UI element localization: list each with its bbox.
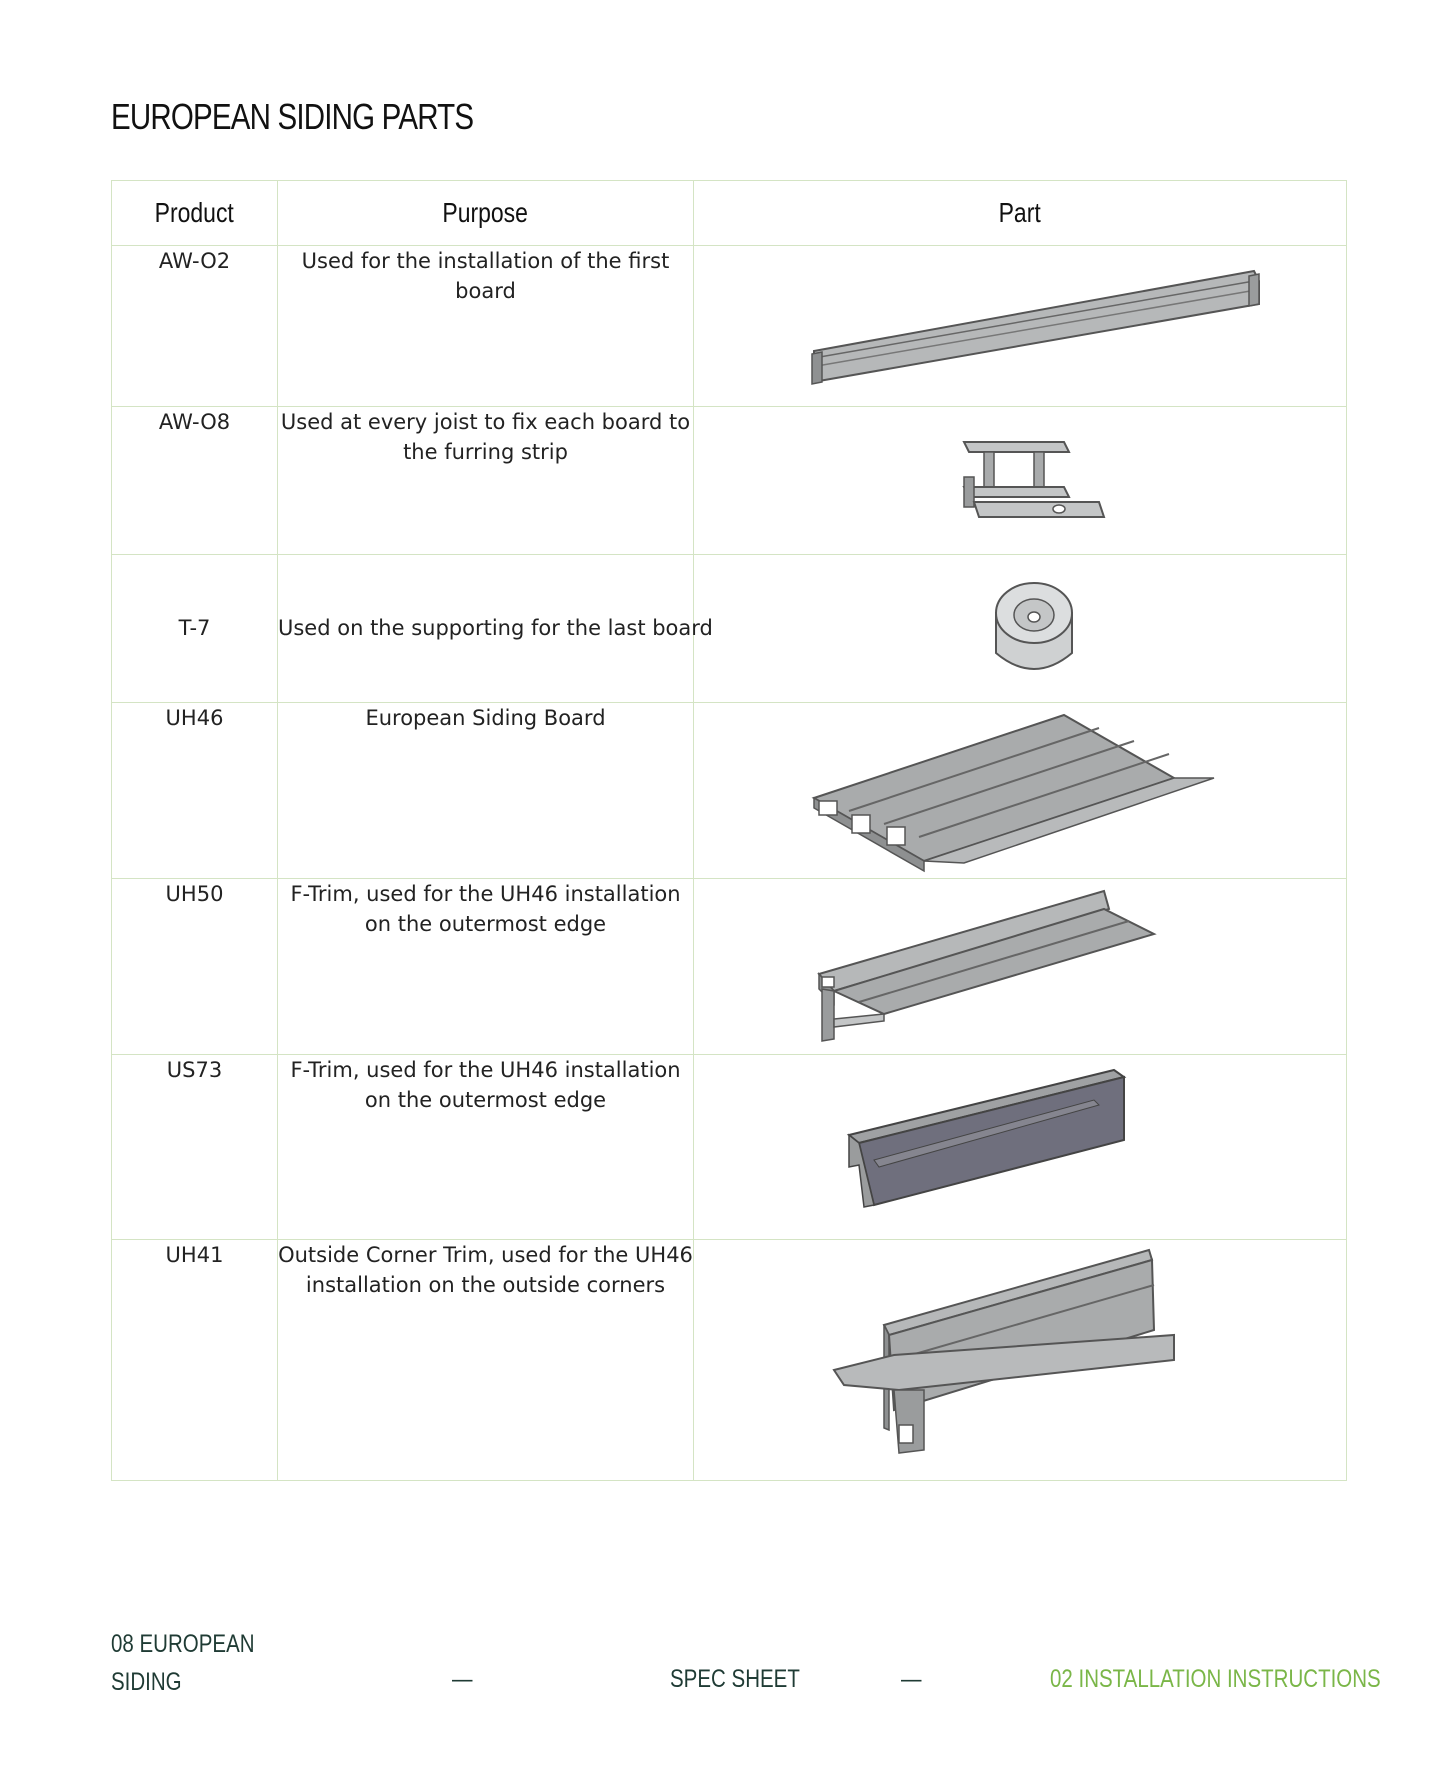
part-cell [694,246,1347,407]
table-header-row [112,181,1347,246]
header-part-label: Part [998,197,1042,228]
product-code: US73 [112,1055,278,1240]
header-purpose-label: Purpose [442,197,529,228]
product-code: AW-O2 [112,246,278,407]
product-code: UH41 [112,1240,278,1481]
table-row [112,555,1347,703]
angle-trim-icon [694,1055,1347,1239]
product-code: UH46 [112,703,278,879]
page-title: EUROPEAN SIDING PARTS [111,96,474,137]
product-code: UH50 [112,879,278,1055]
table-row [112,703,1347,879]
purpose-text: F-Trim, used for the UH46 installation on the outermost edge [278,1055,694,1240]
table-row [112,1240,1347,1481]
clip-bracket-icon [694,407,1347,554]
product-code: T-7 [112,555,278,703]
purpose-text: Used on the supporting for the last board [278,555,694,703]
table-row [112,407,1347,555]
footer-spec-sheet-link[interactable]: SPEC SHEET [670,1665,800,1693]
purpose-text: European Siding Board [278,703,694,879]
part-cell [694,1240,1347,1481]
header-product [112,181,278,246]
table-row [112,1055,1347,1240]
part-cell [694,1055,1347,1240]
footer-separator: — [901,1665,922,1693]
part-cell [694,879,1347,1055]
table-row [112,879,1347,1055]
purpose-text: Used for the installation of the first board [278,246,694,407]
part-cell [694,703,1347,879]
footer-separator: — [452,1665,473,1693]
footer-section-label: 08 EUROPEAN SIDING [111,1630,255,1696]
footer-installation-link[interactable]: 02 INSTALLATION INSTRUCTIONS [1050,1665,1381,1693]
starter-rail-icon [694,246,1347,406]
header-purpose [278,181,694,246]
table-row [112,246,1347,407]
purpose-text: F-Trim, used for the UH46 installation on the outermost edge [278,879,694,1055]
f-trim-icon [694,879,1347,1054]
corner-trim-icon [694,1240,1347,1480]
purpose-text: Used at every joist to fix each board to the furring strip [278,407,694,555]
parts-table [111,180,1347,1481]
part-cell [694,407,1347,555]
siding-board-icon [694,703,1347,878]
header-part [694,181,1347,246]
product-code: AW-O8 [112,407,278,555]
purpose-text: Outside Corner Trim, used for the UH46 installation on the outside corners [278,1240,694,1481]
part-cell [694,555,1347,703]
spacer-washer-icon [694,555,1347,702]
header-product-label: Product [154,197,235,228]
